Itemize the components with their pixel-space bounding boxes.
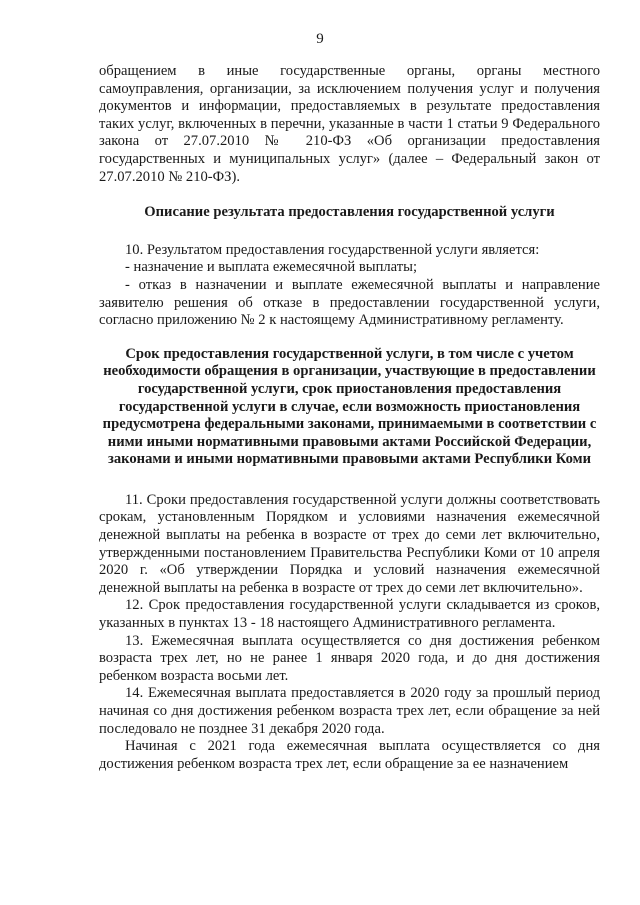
paragraph-13: 13. Ежемесячная выплата осуществляется со дня достижения ребенком возраста трех лет, но не ранее 1 января 2020 года, и до дня достижения ребенком возраста восьми лет. (99, 632, 600, 684)
heading-term: Срок предоставления государственной услуги, в том числе с учетом необходимости обращения в организации, участвующие в предоставлении государственной услуги, срок приостановления предоставления государственной услуги в случае, если возможность приостановления предусмотрена федеральными законами, принимаемыми в соответствии с ними иными нормативными правовыми актами Российской Федерации, законами и иными нормативными правовыми актами Республики Коми (102, 345, 597, 468)
document-body (99, 63, 600, 773)
paragraph-10-item-a: - назначение и выплата ежемесячной выплаты; (125, 259, 417, 276)
paragraph-14-continuation: Начиная с 2021 года ежемесячная выплата осуществляется со дня достижения ребенком возраста трех лет, если обращение за ее назначением (99, 738, 600, 772)
heading-result: Описание результата предоставления государственной услуги (144, 204, 555, 221)
paragraph-10-item-b: - отказ в назначении и выплате ежемесячной выплаты и направление заявителю решения об отказе в предоставлении государственной услуги, согласно приложению № 2 к настоящему Административному регламенту. (99, 276, 600, 329)
page-number: 9 (316, 31, 324, 47)
paragraph-10: 10. Результатом предоставления государственной услуги является: (125, 241, 540, 258)
paragraph-11: 11. Сроки предоставления государственной услуги должны соответствовать срокам, установленным Порядком и условиями назначения ежемесячной денежной выплаты на ребенка в возрасте от трех до семи лет включительно, утвержденными постановлением Правительства Республики Коми от 10 апреля 2020 г. «Об утверждении Порядка и условий назначения ежемесячной денежной выплаты на ребенка в возрасте от трех до семи лет включительно». (99, 491, 600, 596)
paragraph-intro: обращением в иные государственные органы, органы местного самоуправления, организации, за исключением получения услуг и получения документов и информации, предоставляемых в результате предоставления таких услуг, включенных в перечни, указанные в части 1 статьи 9 Федерального закона от 27.07.2010 № 210-ФЗ «Об организации предоставления государственных и муниципальных услуг» (далее – Федеральный закон от 27.07.2010 № 210-ФЗ). (99, 63, 600, 185)
paragraph-14: 14. Ежемесячная выплата предоставляется в 2020 году за прошлый период начиная со дня достижения ребенком возраста трех лет, если обращение за ней последовало не позднее 31 декабря 2020 года. (99, 685, 600, 737)
paragraph-12: 12. Срок предоставления государственной услуги складывается из сроков, указанных в пунктах 13 - 18 настоящего Административного регламента. (99, 597, 600, 632)
